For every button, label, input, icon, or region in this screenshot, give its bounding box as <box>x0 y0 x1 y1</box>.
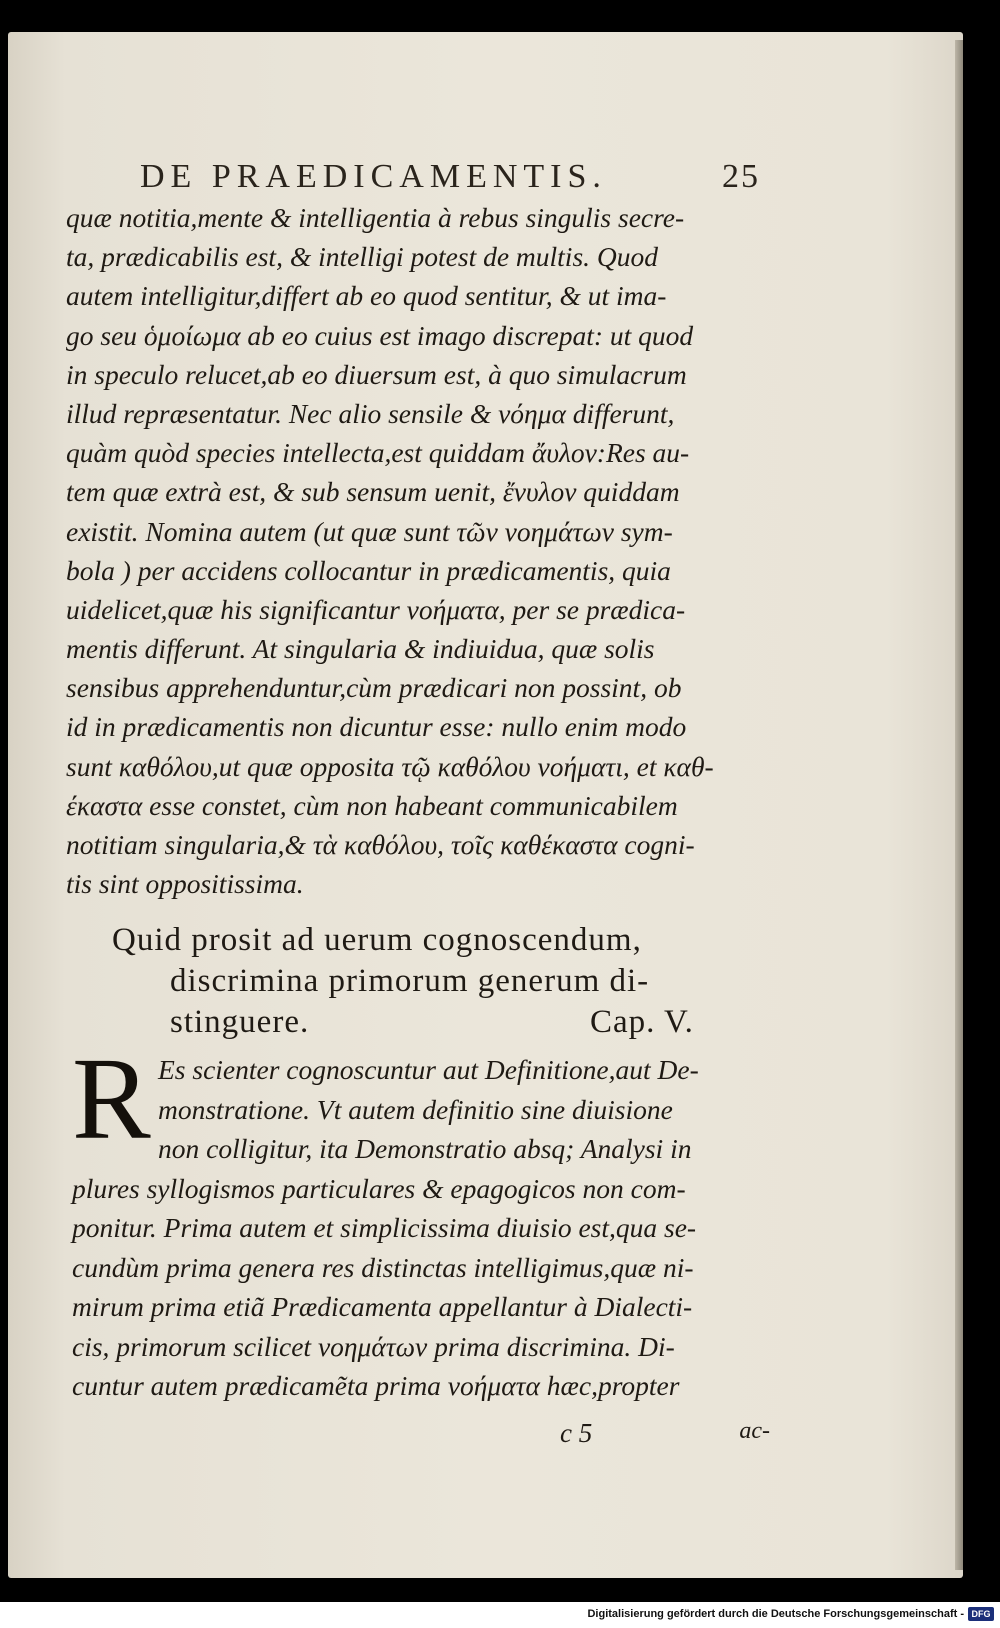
text-line: tis sint oppositissima. <box>66 868 304 900</box>
text-line: sunt καθόλου,ut quæ opposita τῷ καθόλου νοήματι, et καθ- <box>66 750 714 782</box>
text-line: quàm quòd species intellecta,est quiddam ἄυλον:Res au- <box>66 437 690 469</box>
text-line: ta, prædicabilis est, & intelligi potest de multis. Quod <box>66 241 659 273</box>
text-line: autem intelligitur,differt ab eo quod sentitur, & ut ima- <box>66 280 667 312</box>
text-line: mirum prima etiã Prædicamenta appellantur à Dialecti- <box>72 1291 693 1322</box>
text-line: non colligitur, ita Demonstratio absq; Analysi in <box>158 1133 692 1164</box>
chapter-body <box>72 1033 772 1406</box>
text-line: cundùm prima genera res distinctas intelligimus,quæ ni- <box>72 1251 694 1283</box>
text-line: uidelicet,quæ his significantur νοήματα, per se prædica- <box>66 593 686 625</box>
text-line: Es scienter cognoscuntur aut Definitione,aut De- <box>158 1054 699 1085</box>
text-line: bola ) per accidens collocantur in prædicamentis, quia <box>66 554 671 586</box>
funding-credit: Digitalisierung gefördert durch die Deutsche Forschungsgemeinschaft - <box>587 1608 964 1620</box>
text-line: tem quæ extrà est, & sub sensum uenit, ἔνυλον quiddam <box>66 476 680 508</box>
text-line: plures syllogismos particulares & epagogicos non com- <box>72 1172 686 1204</box>
text-line: notitiam singularia,& τὰ καθόλου, τοῖς καθέκαστα cogni- <box>66 829 695 860</box>
chapter-heading-line-last <box>112 1002 752 1043</box>
chapter-heading <box>112 920 752 1043</box>
chapter-heading-line: discrimina primorum generum di- <box>170 963 650 999</box>
running-head-title: DE PRAEDICAMENTIS. <box>140 158 607 195</box>
text-line: ponitur. Prima autem et simplicissima diuisio est,qua se- <box>72 1212 697 1243</box>
chapter-number: Cap. V. <box>590 1004 694 1040</box>
page-number: 25 <box>722 158 760 195</box>
chapter-heading-line: stinguere. <box>170 1004 310 1040</box>
page-edge <box>955 40 963 1570</box>
text-line: go seu ὁμοίωμα ab eo cuius est imago discrepat: ut quod <box>66 319 694 351</box>
text-line: cuntur autem prædicamẽta prima νοήματα hæc,propter <box>72 1370 680 1401</box>
text-line: id in prædicamentis non dicuntur esse: nullo enim modo <box>66 711 687 743</box>
chapter-heading-line: Quid prosit ad uerum cognoscendum, <box>112 922 642 958</box>
text-line: illud repræsentatur. Nec alio sensile & νόημα differunt, <box>66 397 675 429</box>
drop-cap: R <box>72 1033 151 1164</box>
text-line: έκαστα esse constet, cùm non habeant communicabilem <box>66 789 678 821</box>
catchword: ac- <box>739 1418 770 1444</box>
text-line: monstratione. Vt autem definitio sine diuisione <box>158 1093 673 1125</box>
text-line: cis, primorum scilicet νοημάτων prima discrimina. Di- <box>72 1330 675 1362</box>
text-line: quæ notitia,mente & intelligentia à rebus singulis secre- <box>66 202 685 233</box>
text-line: sensibus apprehenduntur,cùm prædicari non possint, ob <box>66 672 682 704</box>
dfg-logo-icon: DFG <box>968 1607 994 1621</box>
text-line: in speculo relucet,ab eo diuersum est, à quo simulacrum <box>66 358 687 390</box>
body-text <box>66 198 766 903</box>
text-line: mentis differunt. At singularia & indiuidua, quæ solis <box>66 633 655 665</box>
signature-mark: c 5 <box>560 1418 593 1448</box>
footer-strip <box>0 1602 1000 1628</box>
text-line: existit. Nomina autem (ut quæ sunt τῶν νοημάτων sym- <box>66 515 673 547</box>
